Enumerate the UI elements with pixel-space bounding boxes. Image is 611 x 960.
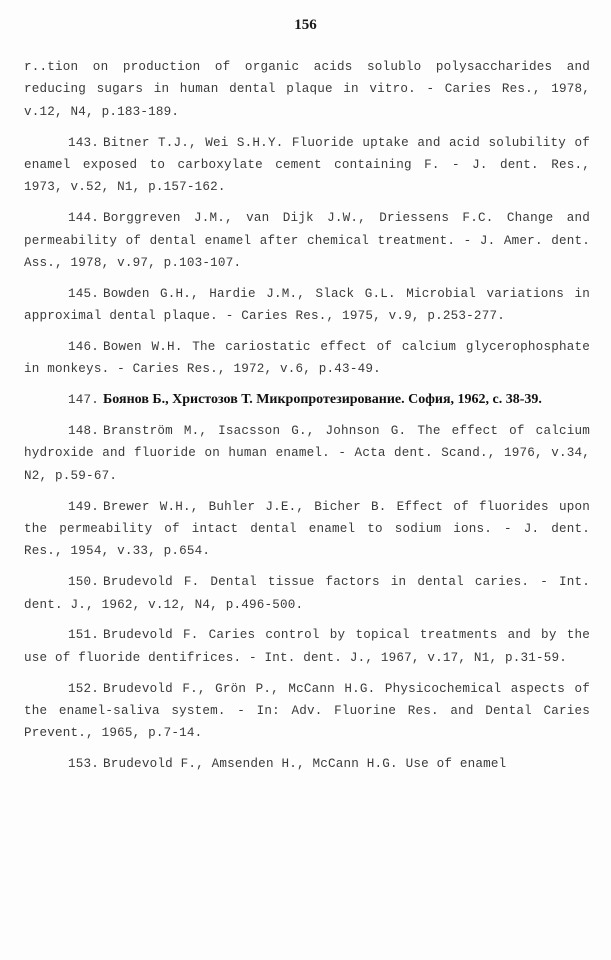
reference-number: 150. — [68, 575, 100, 590]
reference-item-bold — [24, 389, 590, 411]
reference-item — [24, 132, 590, 199]
reference-item — [24, 207, 590, 274]
reference-list — [24, 56, 590, 784]
reference-item — [24, 336, 590, 381]
continuation-paragraph: r..tion on production of organic acids solublo polysaccharides and reducing sugars in human dental plaque in vitro. - Caries Res., 1978, v.12, N4, p.183-189. — [24, 60, 590, 119]
page-number: 156 — [294, 17, 317, 33]
reference-text: Bowden G.H., Hardie J.M., Slack G.L. Microbial variations in approximal dental plaque. - Caries Res., 1975, v.9, p.253-277. — [24, 286, 590, 324]
reference-number: 147. — [68, 393, 100, 408]
reference-text: Bitner T.J., Wei S.H.Y. Fluoride uptake and acid solubility of enamel exposed to carboxylate cement containing F. - J. dent. Res., 1973, v.52, N1, p.157-162. — [24, 135, 590, 195]
reference-text: Borggreven J.M., van Dijk J.W., Driessens F.C. Change and permeability of dental enamel after chemical treatment. - J. Amer. dent. Ass., 1978, v.97, p.103-107. — [24, 211, 590, 271]
reference-item — [24, 420, 590, 487]
reference-text: Brudevold F., Grön P., McCann H.G. Physicochemical aspects of the enamel-saliva system. - In: Adv. Fluorine Res. and Dental Caries Prevent., 1965, p.7-14. — [24, 681, 590, 741]
reference-number: 149. — [68, 499, 100, 514]
reference-number: 144. — [68, 211, 100, 226]
reference-number: 151. — [68, 628, 100, 643]
reference-number: 143. — [68, 135, 100, 150]
reference-item — [24, 678, 590, 745]
reference-text: Bowen W.H. The cariostatic effect of calcium glycerophosphate in monkeys. - Caries Res., 1972, v.6, p.43-49. — [24, 340, 590, 377]
reference-item — [24, 571, 590, 616]
reference-text: Боянов Б., Христозов Т. Микропротезирование. София, 1962, с. 38-39. — [103, 392, 542, 408]
reference-text: Brudevold F. Dental tissue factors in dental caries. - Int. dent. J., 1962, v.12, N4, p.496-500. — [24, 575, 590, 612]
reference-item — [24, 496, 590, 563]
reference-item — [24, 283, 590, 328]
reference-text: Brewer W.H., Buhler J.E., Bicher B. Effect of fluorides upon the permeability of intact dental enamel to sodium ions. - J. dent. Res., 1954, v.33, p.654. — [24, 499, 590, 559]
reference-text: Branström M., Isacsson G., Johnson G. The effect of calcium hydroxide and fluoride on human enamel. - Acta dent. Scand., 1976, v.34, N2, p.59-67. — [24, 424, 590, 483]
reference-number: 146. — [68, 340, 100, 355]
reference-number: 148. — [68, 424, 100, 439]
reference-text: Brudevold F., Amsenden H., McCann H.G. Use of enamel — [103, 757, 507, 772]
reference-item — [24, 753, 590, 775]
reference-item — [24, 624, 590, 669]
reference-number: 153. — [68, 757, 100, 772]
reference-number: 152. — [68, 681, 100, 696]
reference-number: 145. — [68, 286, 100, 301]
reference-text: Brudevold F. Caries control by topical treatments and by the use of fluoride dentifrices. - Int. dent. J., 1967, v.17, N1, p.31-59. — [24, 628, 590, 665]
